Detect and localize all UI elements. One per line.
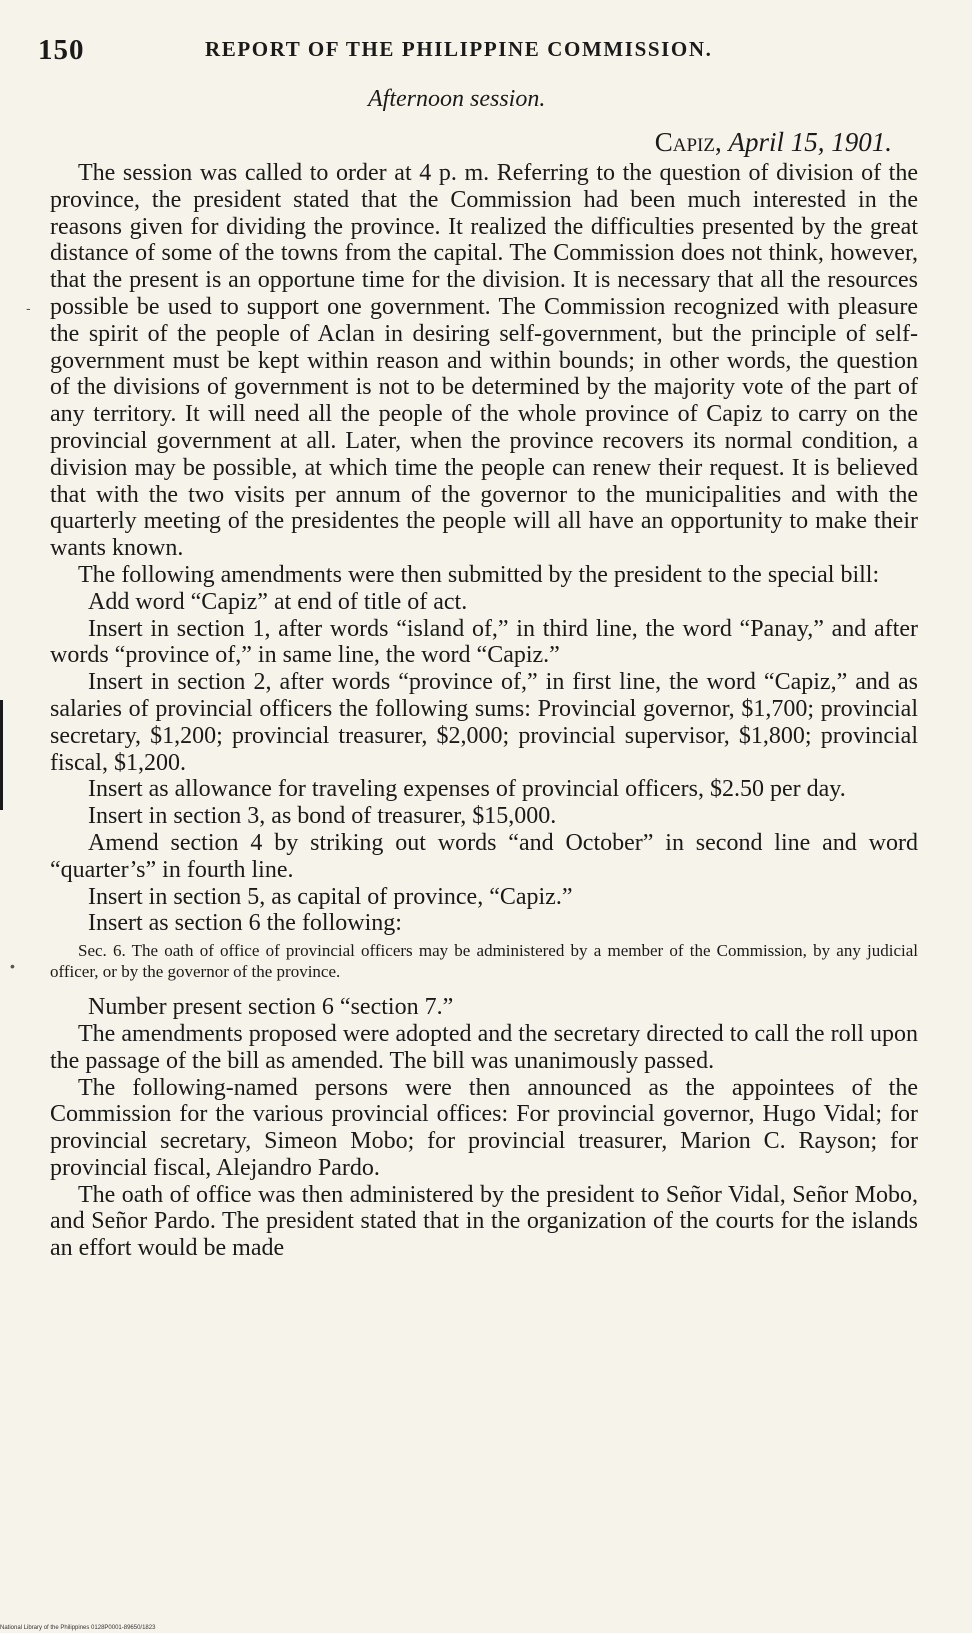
paragraph-amendment: Amend section 4 by striking out words “and October” in second line and word “quarter’s” in fourth line. bbox=[50, 829, 918, 883]
paragraph-amendment: Insert as section 6 the following: bbox=[88, 910, 402, 937]
paragraph-amendment: Number present section 6 “section 7.” bbox=[88, 994, 454, 1021]
paragraph-session-opening: The session was called to order at 4 p. m. Referring to the question of division of the province, the president stated that the Commission had been much interested in the reasons given for dividing the province. It realized the difficulties presented by the great distance of some of the towns from the capital. The Commission does not think, however, that the present is an opportune time for the division. It is necessary that all the resources possible be used to support one government. The Commission recognized with pleasure the spirit of the people of Aclan in desiring self-government, but the principle of self-government must be kept within reason and within bounds; in other words, the question of the divisions of government is not to be determined by the majority vote of the part of any territory. It will need all the people of the whole province of Capiz to carry on the provincial government at all. Later, when the province recovers its normal condition, a division may be possible, at which time the people can renew their request. It is believed that with the two visits per annum of the governor to the municipalities and with the quarterly meeting of the presidentes the people will all have an opportunity to make their wants known. bbox=[50, 160, 918, 562]
quoted-section-6: Sec. 6. The oath of office of provincial officers may be administered by a member of the Commission, by any judicial officer, or by the governor of the province. bbox=[50, 941, 918, 982]
paragraph-amendment: Insert in section 2, after words “province of,” in first line, the word “Capiz,” and as salaries of provincial officers the following sums: Provincial governor, $1,700; provincial secretary, $1,200; provincial treasurer, $2,000; provincial supervisor, $1,800; provincial fiscal, $1,200. bbox=[50, 669, 918, 776]
paragraph-amendment: Insert in section 1, after words “island of,” in third line, the word “Panay,” and after words “province of,” in same line, the word “Capiz.” bbox=[50, 615, 918, 669]
paragraph-bill-passed: The amendments proposed were adopted and the secretary directed to call the roll upon the passage of the bill as amended. The bill was unanimously passed. bbox=[50, 1020, 918, 1074]
paragraph-appointees: The following-named persons were then announced as the appointees of the Commission for the various provincial offices: For provincial governor, Hugo Vidal; for provincial secretary, Simeon Mobo; for provincial treasurer, Marion C. Rayson; for provincial fiscal, Alejandro Pardo. bbox=[50, 1074, 918, 1181]
scan-footer: National Library of the Philippines 0128P0001-89650/1823 bbox=[0, 1625, 156, 1631]
paragraph-amendment: Insert in section 3, as bond of treasurer, $15,000. bbox=[88, 803, 557, 830]
running-head: REPORT OF THE PHILIPPINE COMMISSION. bbox=[205, 37, 713, 61]
paragraph-amendments-intro: The following amendments were then submitted by the president to the special bill: bbox=[78, 561, 880, 588]
dateline-place: Capiz, bbox=[654, 127, 722, 157]
paragraph-oath: The oath of office was then administered by the president to Señor Vidal, Señor Mobo, and Señor Pardo. The president stated that in the organization of the courts for the islands an effort would be made bbox=[50, 1181, 918, 1262]
page-number: 150 bbox=[38, 34, 85, 66]
margin-mark: • bbox=[10, 958, 15, 974]
body-text bbox=[50, 160, 918, 1262]
session-title: Afternoon session. bbox=[368, 86, 546, 112]
margin-mark: - bbox=[26, 300, 31, 316]
scan-edge-mark bbox=[0, 700, 3, 810]
paragraph-amendment: Insert as allowance for traveling expenses of provincial officers, $2.50 per day. bbox=[88, 776, 846, 803]
paragraph-amendment: Add word “Capiz” at end of title of act. bbox=[88, 588, 468, 615]
dateline-date: April 15, 1901. bbox=[728, 127, 892, 157]
dateline bbox=[655, 127, 892, 158]
paragraph-amendment: Insert in section 5, as capital of province, “Capiz.” bbox=[88, 883, 573, 910]
